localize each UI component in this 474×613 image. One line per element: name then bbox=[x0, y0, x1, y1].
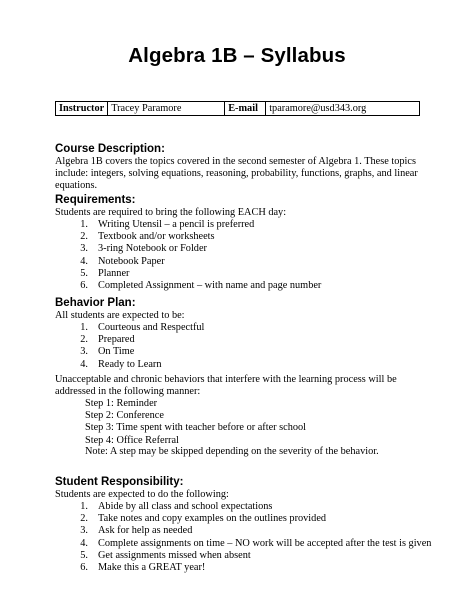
student-responsibility-intro: Students are expected to do the following: bbox=[55, 489, 229, 500]
requirements-list bbox=[69, 219, 321, 292]
list-item: 4. Complete assignments on time – NO work will be accepted after the test is given bbox=[80, 537, 432, 549]
behavior-plan-intro: All students are expected to be: bbox=[55, 310, 185, 321]
instructor-info-table bbox=[55, 101, 420, 116]
list-item: Step 1: Reminder bbox=[85, 398, 158, 409]
requirements-heading: Requirements: bbox=[55, 194, 136, 206]
list-item: 4. Ready to Learn bbox=[80, 358, 162, 370]
list-item: 6. Completed Assignment – with name and page number bbox=[80, 280, 322, 292]
instructor-name: Tracey Paramore bbox=[108, 102, 225, 116]
student-responsibility-list bbox=[69, 501, 431, 574]
instructor-label: Instructor bbox=[56, 102, 108, 116]
list-item: 3. 3-ring Notebook or Folder bbox=[80, 243, 207, 255]
list-item: 2. Textbook and/or worksheets bbox=[80, 231, 215, 243]
list-item: Step 2: Conference bbox=[85, 410, 164, 422]
list-item: 5. Planner bbox=[80, 267, 130, 279]
list-item: 3. On Time bbox=[80, 346, 135, 358]
behavior-plan-paragraph: Unacceptable and chronic behaviors that interfere with the learning process will be addressed in the following manner: bbox=[55, 374, 397, 398]
student-responsibility-heading: Student Responsibility: bbox=[55, 476, 184, 488]
list-item: 3. Ask for help as needed bbox=[80, 525, 193, 537]
requirements-intro: Students are required to bring the following EACH day: bbox=[55, 207, 287, 218]
list-item: 6. Make this a GREAT year! bbox=[80, 562, 206, 574]
instructor-info-row bbox=[56, 102, 420, 116]
list-item: 1. Writing Utensil – a pencil is preferred bbox=[80, 219, 255, 230]
course-description-text: Algebra 1B covers the topics covered in the second semester of Algebra 1. These topics include: integers, solving equations, reasoning, probability, functions, graphs, and linear equations. bbox=[55, 156, 418, 192]
behavior-steps-list bbox=[85, 398, 306, 447]
behavior-plan-list bbox=[69, 322, 204, 371]
list-item: 1. Courteous and Respectful bbox=[80, 322, 205, 333]
email-value: tparamore@usd343.org bbox=[266, 102, 420, 116]
list-item: 4. Notebook Paper bbox=[80, 255, 165, 267]
behavior-note: Note: A step may be skipped depending on the severity of the behavior. bbox=[85, 446, 379, 457]
behavior-plan-heading: Behavior Plan: bbox=[55, 297, 136, 309]
list-item: 5. Get assignments missed when absent bbox=[80, 549, 251, 561]
course-description-heading: Course Description: bbox=[55, 143, 165, 155]
list-item: Step 4: Office Referral bbox=[85, 434, 179, 446]
list-item: Step 3: Time spent with teacher before or after school bbox=[85, 422, 307, 434]
email-label: E-mail bbox=[225, 102, 266, 116]
list-item: 2. Take notes and copy examples on the outlines provided bbox=[80, 513, 327, 525]
list-item: 1. Abide by all class and school expectations bbox=[80, 501, 273, 512]
list-item: 2. Prepared bbox=[80, 334, 135, 346]
page-title: Algebra 1B – Syllabus bbox=[128, 44, 346, 67]
